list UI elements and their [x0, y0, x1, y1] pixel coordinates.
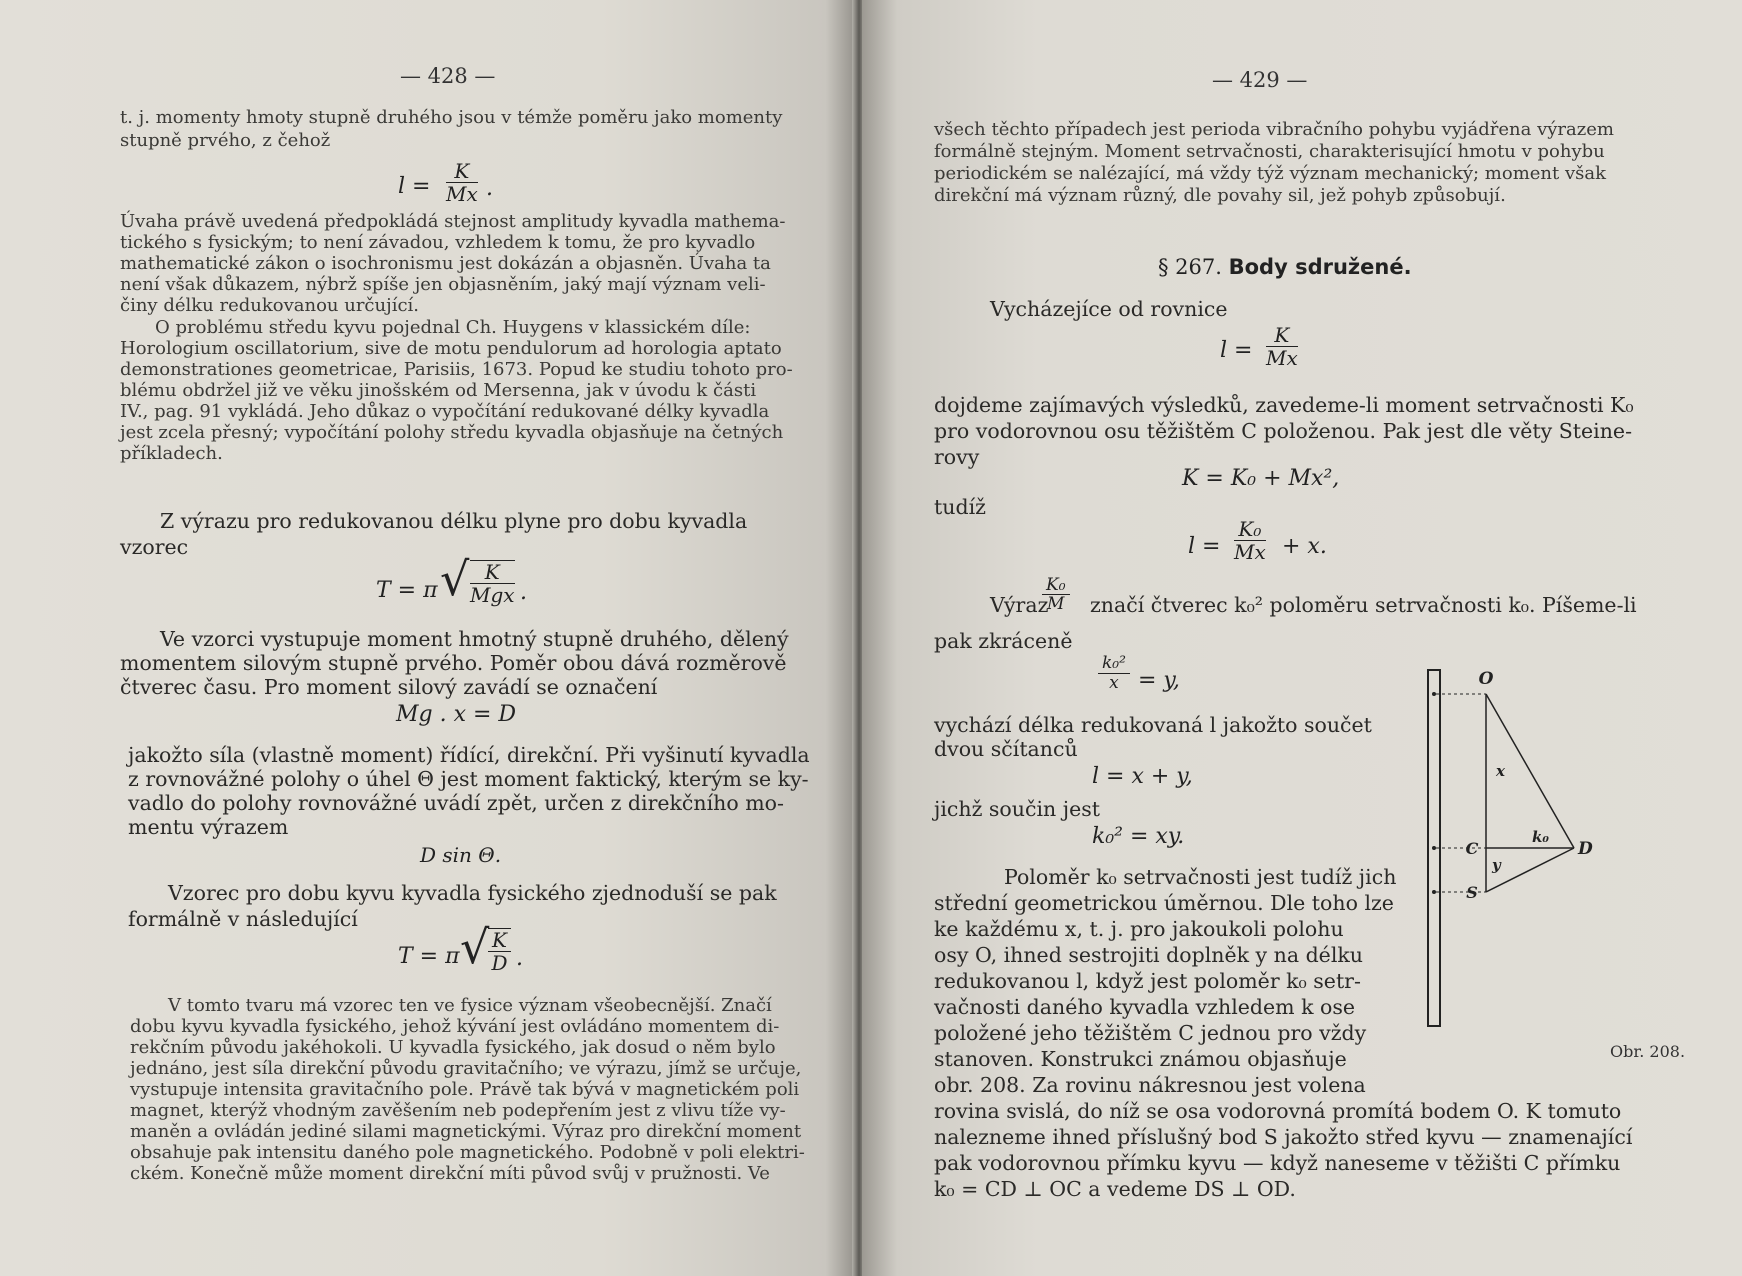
text-line: nalezneme ihned příslušný bod S jakožto střed kyvu — znamenající	[934, 1125, 1633, 1149]
text-line: vačnosti daného kyvadla vzhledem k ose	[934, 995, 1356, 1019]
numerator: K₀	[1042, 576, 1070, 595]
text-line: rovina svislá, do níž se osa vodorovná promítá bodem O. K tomuto	[934, 1099, 1622, 1123]
text-line: t. j. momenty hmoty stupně druhého jsou v témže poměru jako momenty	[120, 107, 783, 128]
formula: l = x + y,	[1092, 764, 1193, 789]
text-line: dvou sčítanců	[934, 737, 1078, 761]
text-line: maněn a ovládán jediné silami magnetickými. Výraz pro direkční moment	[130, 1121, 802, 1142]
denominator: Mx	[1266, 346, 1298, 370]
text-line: činy délku redukovanou určující.	[120, 295, 420, 316]
sqrt-sign: √	[440, 552, 470, 606]
text-line: ckém. Konečně může moment direkční míti původ svůj v pružnosti. Ve	[130, 1163, 770, 1184]
formula-fraction	[470, 560, 515, 606]
section-heading	[1158, 255, 1412, 279]
text-line: blému obdržel již ve věku jinošském od Mersenna, jak v úvodu k části	[120, 380, 757, 401]
text-line: osy O, ihned sestrojiti doplněk y na délku	[934, 943, 1363, 967]
label-k0: k₀	[1532, 828, 1549, 846]
text-line: O problému středu kyvu pojednal Ch. Huygens v klassickém díle:	[155, 317, 751, 338]
text-line: magnet, kterýž vhodným zavěšením neb podepřením jest z vlivu tíže vy-	[130, 1100, 786, 1121]
point-c-dot	[1432, 846, 1436, 850]
page-number: — 428 —	[400, 64, 496, 88]
section-number: § 267.	[1158, 255, 1222, 279]
label-o: O	[1478, 669, 1494, 689]
text-line: mathematické zákon o isochronismu jest dokázán a objasněn. Úvaha ta	[120, 253, 771, 274]
text-line: pak vodorovnou přímku kyvu — když naneseme v těžišti C přímku	[934, 1151, 1621, 1175]
text-line: jakožto síla (vlastně moment) řídící, direkční. Při vyšinutí kyvadla	[128, 743, 810, 767]
denominator: M	[1047, 594, 1065, 614]
text-line: Úvaha právě uvedená předpokládá stejnost amplitudy kyvadla mathema-	[120, 211, 786, 232]
text-line: položené jeho těžištěm C jednou pro vždy	[934, 1021, 1367, 1045]
formula-end: + x.	[1282, 534, 1327, 559]
formula-fraction	[446, 160, 478, 205]
denominator: Mx	[446, 182, 478, 206]
formula-lhs: l =	[398, 174, 431, 199]
formula-lhs: l =	[1188, 534, 1221, 559]
text-line: tudíž	[934, 495, 986, 519]
text-line: vadlo do polohy rovnovážné uvádí zpět, určen z direkčního mo-	[128, 791, 784, 815]
formula-end: .	[520, 580, 527, 605]
denominator: D	[491, 951, 508, 975]
left-page	[0, 0, 860, 1276]
text-line: stupně prvého, z čehož	[120, 130, 331, 151]
right-page	[862, 0, 1742, 1276]
text-line: tického s fysickým; to není závadou, vzhledem k tomu, že pro kyvadlo	[120, 232, 756, 253]
text-line: pak zkráceně	[934, 629, 1073, 653]
section-title: Body sdružené.	[1228, 255, 1412, 279]
denominator: x	[1109, 673, 1119, 693]
text-line: Ve vzorci vystupuje moment hmotný stupně druhého, dělený	[160, 627, 789, 651]
text-line: k₀ = CD ⊥ OC a vedeme DS ⊥ OD.	[934, 1177, 1296, 1201]
label-c: C	[1465, 839, 1479, 858]
numerator: K	[470, 561, 515, 584]
point-s-dot	[1432, 890, 1436, 894]
figure-caption: Obr. 208.	[1610, 1042, 1686, 1061]
text-line: periodickém se nalézající, má vždy týž význam mechanický; moment však	[934, 163, 1607, 184]
formula-lhs: l =	[1220, 338, 1253, 363]
formula: K = K₀ + Mx²,	[1182, 466, 1340, 491]
denominator: Mx	[1234, 540, 1266, 564]
text-line: vystupuje intensita gravitačního pole. Právě tak bývá v magnetickém poli	[130, 1079, 800, 1100]
text-line: značí čtverec k₀² poloměru setrvačnosti k₀. Píšeme-li	[1090, 593, 1637, 617]
text-line: jest zcela přesný; vypočítání polohy středu kyvadla objasňuje na četných	[120, 422, 784, 443]
formula: k₀² = xy.	[1092, 824, 1185, 849]
text-line: rovy	[934, 445, 980, 469]
text-line: jednáno, jest síla direkční původu gravitačního; ve výrazu, jímž se určuje,	[130, 1058, 802, 1079]
text-line: IV., pag. 91 vykládá. Jeho důkaz o vypočítání redukované délky kyvadla	[120, 401, 770, 422]
text-line: Vycházejíce od rovnice	[990, 297, 1228, 321]
text-line: formálně stejným. Moment setrvačnosti, charakterisující hmotu v pohybu	[934, 141, 1605, 162]
text-line: Výraz	[990, 593, 1049, 617]
text-line: V tomto tvaru má vzorec ten ve fysice význam všeobecnější. Značí	[168, 995, 772, 1016]
text-line: ke každému x, t. j. pro jakoukoli polohu	[934, 917, 1344, 941]
sqrt-sign: √	[460, 920, 490, 974]
figure-208	[1422, 664, 1712, 1044]
text-line: mentu výrazem	[128, 815, 289, 839]
text-line: obsahuje pak intensitu daného pole magnetického. Podobně v poli elektri-	[130, 1142, 805, 1163]
formula-lhs: T = π	[376, 578, 438, 603]
numerator: K	[488, 929, 511, 952]
text-line: jichž součin jest	[934, 797, 1100, 821]
formula-end: = y,	[1138, 668, 1180, 693]
numerator: K₀	[1234, 518, 1266, 541]
formula: Mg . x = D	[396, 702, 517, 727]
formula-fraction	[1098, 654, 1130, 693]
text-line: redukovanou l, když jest poloměr k₀ setr-	[934, 969, 1361, 993]
text-line: dojdeme zajímavých výsledků, zavedeme-li moment setrvačnosti K₀	[934, 393, 1634, 417]
label-y: y	[1492, 856, 1501, 874]
formula-fraction	[1266, 324, 1298, 369]
formula-end: .	[516, 946, 523, 971]
text-line: střední geometrickou úměrnou. Dle toho lze	[934, 891, 1394, 915]
formula-fraction	[488, 928, 511, 974]
text-line: Vzorec pro dobu kyvu kyvadla fysického zjednoduší se pak	[168, 881, 777, 905]
text-line: pro vodorovnou osu těžištěm C položenou. Pak jest dle věty Steine-	[934, 419, 1632, 443]
formula: D sin Θ.	[420, 843, 502, 867]
text-line: direkční má význam různý, dle povahy sil, jež pohyb způsobují.	[934, 185, 1506, 206]
text-line: Z výrazu pro redukovanou délku plyne pro dobu kyvadla	[160, 509, 748, 533]
text-line: vzorec	[120, 535, 189, 559]
numerator: k₀²	[1098, 654, 1130, 674]
text-line: Poloměr k₀ setrvačnosti jest tudíž jich	[1004, 865, 1397, 889]
label-d: D	[1578, 839, 1593, 859]
text-line: vychází délka redukovaná l jakožto součet	[934, 713, 1372, 737]
text-line: všech těchto případech jest perioda vibračního pohybu vyjádřena výrazem	[934, 119, 1614, 140]
text-line: rekčním původu jakéhokoli. U kyvadla fysického, jak dosud o něm bylo	[130, 1037, 776, 1058]
text-line: z rovnovážné polohy o úhel Θ jest moment faktický, kterým se ky-	[128, 767, 809, 791]
page-number: — 429 —	[1212, 68, 1308, 92]
formula-fraction	[1042, 576, 1070, 613]
formula-fraction	[1234, 518, 1266, 563]
label-x: x	[1496, 762, 1505, 780]
denominator: Mgx	[470, 583, 515, 607]
text-line: stanoven. Konstrukci známou objasňuje	[934, 1047, 1347, 1071]
text-line: obr. 208. Za rovinu nákresnou jest volena	[934, 1073, 1366, 1097]
text-line: demonstrationes geometricae, Parisiis, 1673. Popud ke studiu tohoto pro-	[120, 359, 793, 380]
text-line: momentem silovým stupně prvého. Poměr obou dává rozměrově	[120, 651, 787, 675]
text-line: Horologium oscillatorium, sive de motu pendulorum ad horologia aptato	[120, 338, 782, 359]
point-o-dot	[1432, 692, 1436, 696]
text-line: není však důkazem, nýbrž spíše jen objasněním, jaký mají význam veli-	[120, 274, 766, 295]
text-line: formálně v následující	[128, 907, 358, 931]
formula-lhs: T = π	[398, 944, 460, 969]
text-line: čtverec času. Pro moment silový zavádí se označení	[120, 675, 658, 699]
text-line: dobu kyvu kyvadla fysického, jehož kývání jest ovládáno momentem di-	[130, 1016, 780, 1037]
formula-end: .	[486, 176, 493, 201]
text-line: příkladech.	[120, 443, 223, 464]
numerator: K	[1266, 324, 1298, 347]
numerator: K	[446, 160, 478, 183]
label-s: S	[1466, 883, 1478, 902]
